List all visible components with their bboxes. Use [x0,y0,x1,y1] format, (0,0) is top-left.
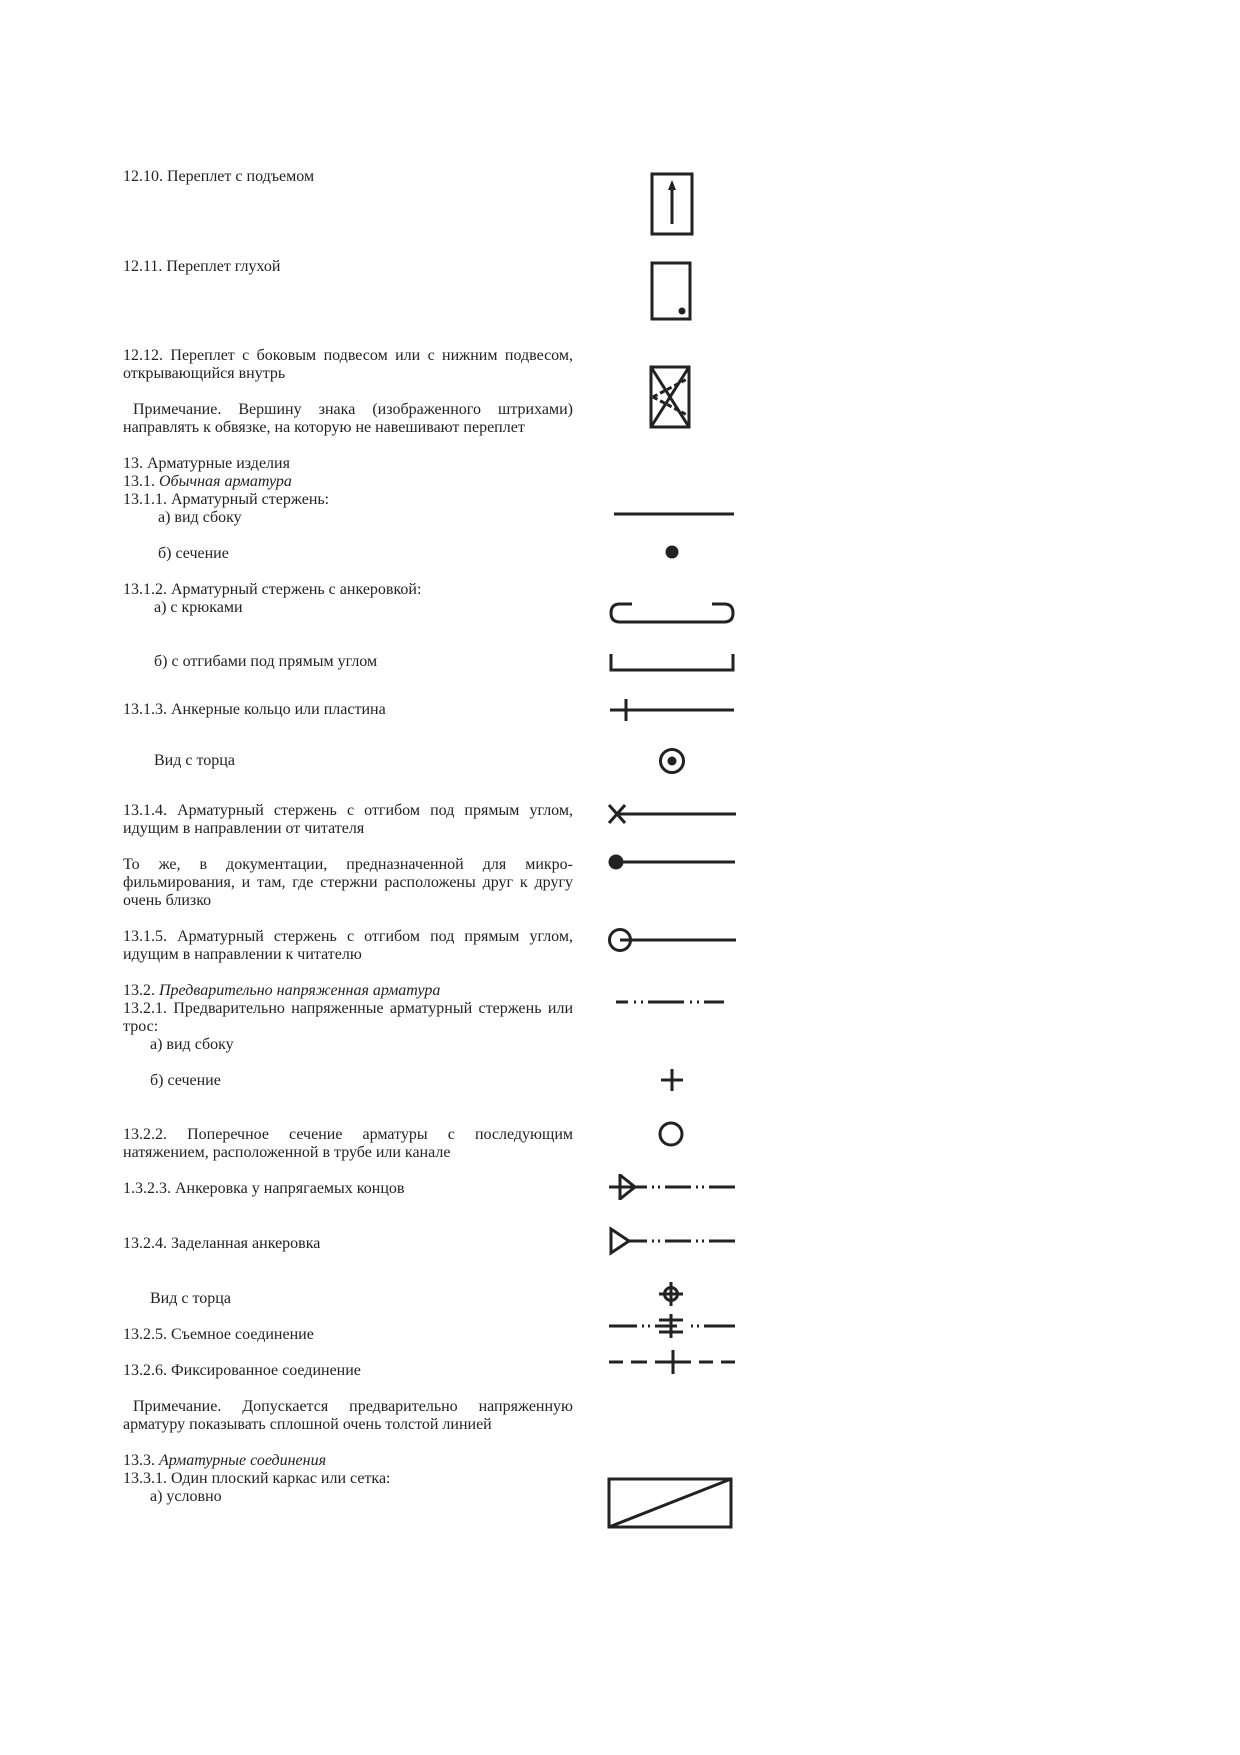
entry-13-2-2 [123,1126,573,1162]
fixed-joint-icon [607,1348,737,1376]
entry-12-12-line2: открывающийся внутрь [123,365,286,382]
section-13-3-heading [123,1452,326,1470]
entry-13-1-3: 13.1.3. Анкерные кольцо или пластина [123,701,386,718]
note-13-2 [123,1398,573,1434]
entry-13-1-1: 13.1.1. Арматурный стержень: [123,491,330,508]
entry-13-2-4: 13.2.4. Заделанная анкеровка [123,1235,321,1252]
entry-13-2-1-line2: трос: [123,1018,159,1035]
entry-13-2-5: 13.2.5. Съемное соединение [123,1326,314,1343]
rebar-side-view-icon [612,510,736,518]
section-13-2-title: Предварительно напряженная арматура [159,982,441,999]
note-13-2-line2: арматуру показывать сплошной очень толстой линией [123,1416,492,1433]
entry-13-2-1-line1: 13.2.1. Предварительно напряженные арматурный стержень или [123,1000,573,1017]
anchorage-embedded-icon [607,1226,737,1256]
entry-same-line3: очень близко [123,892,212,909]
entry-12-11: 12.11. Переплет глухой [123,258,281,275]
entry-same-microfilm [123,856,573,910]
section-13-1-heading [123,473,292,491]
entry-13-1-5-line1: 13.1.5. Арматурный стержень с отгибом под прямым углом, [123,928,573,945]
anchor-plate-icon [608,697,736,723]
note-12-12-line2: направлять к обвязке, на которую не навешивают переплет [123,419,525,436]
flat-cage-mesh-icon [606,1476,734,1532]
entry-13-2-1-a: а) вид сбоку [150,1036,234,1053]
entry-12-12-line1: 12.12. Переплет с боковым подвесом или с нижним подвесом, [123,347,573,364]
entry-13-1-2-a: а) с крюками [154,599,243,616]
section-13-heading: 13. Арматурные изделия [123,455,290,472]
rebar-bend-toward-icon [606,926,738,954]
entry-13-2-1 [123,1000,573,1036]
prestressed-section-icon [660,1068,684,1092]
sash-fixed-icon [650,261,694,323]
rebar-bend-away-icon [606,802,738,826]
entry-13-1-5-line2: идущим в направлении к читателю [123,946,362,963]
sash-lift-icon [650,172,694,236]
entry-13-2-1-b: б) сечение [150,1072,221,1089]
entry-13-1-4 [123,802,573,838]
anchor-end-view-icon [657,746,687,776]
note-12-12 [123,401,573,437]
section-13-3-number: 13.3. [123,1452,155,1469]
sash-side-hung-icon [649,365,693,429]
entry-13-2-3: 1.3.2.3. Анкеровка у напрягаемых концов [123,1180,405,1197]
section-13-1-number: 13.1. [123,473,155,490]
entry-13-1-5 [123,928,573,964]
entry-13-1-2: 13.1.2. Арматурный стержень с анкеровкой: [123,581,422,598]
entry-13-2-2-line1: 13.2.2. Поперечное сечение арматуры с последующим [123,1126,573,1143]
section-13-2-heading [123,982,440,1000]
rebar-bend-away-microfilm-icon [607,852,737,872]
entry-13-1-3-end-view: Вид с торца [154,752,235,769]
entry-13-1-2-b: б) с отгибами под прямым углом [154,653,378,670]
entry-same-line1: То же, в документации, предназначенной для микро- [123,856,573,873]
entry-13-3-1-a: а) условно [150,1488,222,1505]
rebar-right-angle-bends-icon [608,652,736,674]
entry-13-1-4-line1: 13.1.4. Арматурный стержень с отгибом под прямым углом, [123,802,573,819]
entry-13-1-1-a: а) вид сбоку [158,509,242,526]
anchorage-end-view-icon [657,1280,685,1308]
section-13-3-title: Арматурные соединения [159,1452,327,1469]
rebar-section-dot-icon [664,544,680,560]
note-13-2-line1: Примечание. Допускается предварительно напряженную [133,1398,573,1415]
note-12-12-line1: Примечание. Вершину знака (изображенного штрихами) [133,401,573,418]
entry-13-1-1-b: б) сечение [158,545,229,562]
rebar-hooks-icon [608,600,736,626]
entry-13-2-2-line2: натяжением, расположенной в трубе или канале [123,1144,451,1161]
entry-12-12 [123,347,573,383]
entry-same-line2: фильмирования, и там, где стержни расположены друг к другу [123,874,573,891]
entry-13-2-6: 13.2.6. Фиксированное соединение [123,1362,361,1379]
anchorage-tensioned-end-icon [607,1172,737,1202]
entry-12-10: 12.10. Переплет с подъемом [123,168,315,185]
entry-13-2-4-end-view: Вид с торца [150,1290,231,1307]
entry-13-1-4-line2: идущим в направлении от читателя [123,820,365,837]
entry-13-3-1: 13.3.1. Один плоский каркас или сетка: [123,1470,391,1487]
post-tensioned-duct-icon [657,1120,685,1148]
detachable-joint-icon [607,1312,737,1340]
prestressed-side-view-icon [614,998,726,1006]
section-13-2-number: 13.2. [123,982,155,999]
section-13-1-title: Обычная арматура [159,473,292,490]
